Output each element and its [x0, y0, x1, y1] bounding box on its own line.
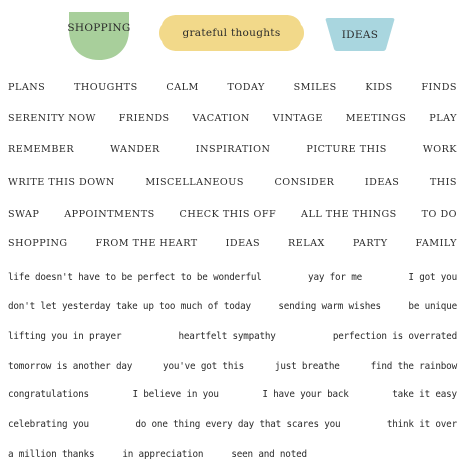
word-stamp: SMILES: [293, 82, 337, 93]
word-stamp: IDEAS: [225, 238, 261, 249]
phrase-stamp: in appreciation: [122, 449, 204, 460]
phrase-stamp: you've got this: [163, 361, 245, 372]
word-stamp: CALM: [166, 82, 199, 93]
phrase-stamp: I have your back: [262, 389, 349, 400]
phrase-row-3: [8, 331, 457, 342]
phrase-stamp: congratulations: [8, 389, 89, 400]
word-stamp: FROM THE HEART: [95, 238, 198, 249]
caps-row-1: [8, 82, 457, 93]
phrase-stamp: be unique: [408, 301, 457, 312]
phrase-stamp: take it easy: [392, 389, 457, 400]
word-stamp: ALL THE THINGS: [301, 209, 397, 220]
word-stamp: KIDS: [365, 82, 393, 93]
phrase-stamp: I believe in you: [132, 389, 219, 400]
word-stamp: INSPIRATION: [195, 144, 271, 155]
word-stamp: THIS: [429, 177, 457, 188]
word-stamp: TO DO: [421, 209, 457, 220]
word-stamp: VACATION: [192, 113, 250, 124]
phrase-stamp: life doesn't have to be perfect to be wonderful: [8, 272, 262, 283]
phrase-stamp: sending warm wishes: [278, 301, 381, 312]
phrase-row-4: [8, 361, 457, 372]
word-stamp: VINTAGE: [272, 113, 323, 124]
phrase-row-5: [8, 389, 457, 400]
word-stamp: WRITE THIS DOWN: [8, 177, 115, 188]
word-stamp: APPOINTMENTS: [64, 209, 155, 220]
word-stamp: FRIENDS: [118, 113, 170, 124]
ideas-label-text: IDEAS: [341, 28, 379, 41]
phrase-row-1: [8, 272, 457, 283]
phrase-stamp: yay for me: [308, 272, 363, 283]
phrase-row-7: [8, 449, 457, 460]
caps-row-5: [8, 209, 457, 220]
phrase-stamp: heartfelt sympathy: [178, 331, 276, 342]
word-stamp: MISCELLANEOUS: [145, 177, 244, 188]
word-stamp: FAMILY: [415, 238, 457, 249]
phrase-stamp: find the rainbow: [370, 361, 457, 372]
word-stamp: MEETINGS: [345, 113, 407, 124]
word-stamp: PLANS: [8, 82, 46, 93]
phrase-stamp: tomorrow is another day: [8, 361, 133, 372]
word-stamp: PICTURE THIS: [306, 144, 387, 155]
caps-row-3: [8, 144, 457, 155]
word-stamp: REMEMBER: [8, 144, 75, 155]
phrase-stamp: celebrating you: [8, 419, 89, 430]
shopping-label-shape: [65, 8, 133, 62]
grateful-thoughts-label-text: grateful thoughts: [182, 27, 281, 39]
word-stamp: FINDS: [421, 82, 457, 93]
caps-row-4: [8, 177, 457, 188]
word-stamp: PARTY: [352, 238, 388, 249]
phrase-row-6: [8, 419, 457, 430]
phrase-stamp: just breathe: [274, 361, 340, 372]
ideas-label: [322, 15, 398, 54]
word-stamp: THOUGHTS: [73, 82, 138, 93]
caps-row-6: [8, 238, 457, 249]
phrase-stamp: think it over: [386, 419, 457, 430]
shopping-label-text: SHOPPING: [67, 22, 131, 34]
phrase-row-2: [8, 301, 457, 312]
phrase-stamp: lifting you in prayer: [8, 331, 122, 342]
word-stamp: SHOPPING: [8, 238, 68, 249]
phrase-stamp: seen and noted: [231, 449, 307, 460]
shopping-label: [65, 8, 133, 62]
word-stamp: TODAY: [227, 82, 265, 93]
word-stamp: PLAY: [429, 113, 457, 124]
word-stamp: CONSIDER: [274, 177, 335, 188]
phrase-stamp: I got you: [408, 272, 457, 283]
phrase-stamp: do one thing every day that scares you: [135, 419, 341, 430]
grateful-thoughts-label: [155, 11, 308, 55]
word-stamp: IDEAS: [364, 177, 400, 188]
word-stamp: SWAP: [8, 209, 40, 220]
word-stamp: WANDER: [110, 144, 160, 155]
word-stamp: CHECK THIS OFF: [179, 209, 277, 220]
caps-row-2: [8, 113, 457, 124]
phrase-stamp: a million thanks: [8, 449, 95, 460]
phrase-stamp: don't let yesterday take up too much of today: [8, 301, 251, 312]
word-stamp: SERENITY NOW: [8, 113, 96, 124]
word-stamp: RELAX: [288, 238, 325, 249]
word-stamp: WORK: [422, 144, 457, 155]
phrase-stamp: perfection is overrated: [332, 331, 457, 342]
